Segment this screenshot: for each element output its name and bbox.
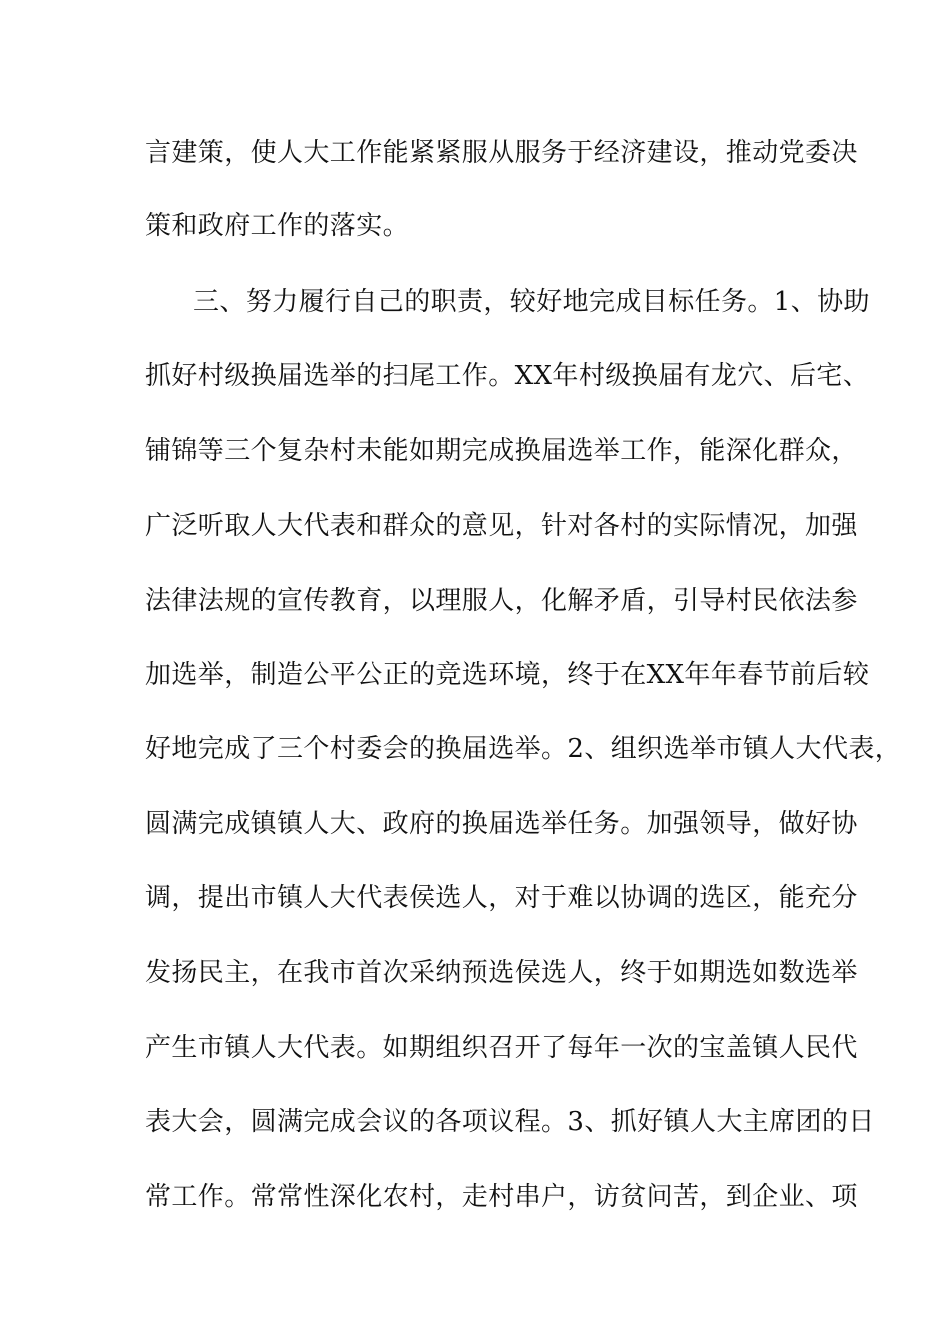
text-line: 产生市镇人大代表。如期组织召开了每年一次的宝盖镇人民代: [145, 1033, 858, 1063]
text-line: 调，提出市镇人大代表侯选人，对于难以协调的选区，能充分: [145, 883, 858, 913]
text-line: 表大会，圆满完成会议的各项议程。3、抓好镇人大主席团的日: [145, 1107, 875, 1137]
text-line: 抓好村级换届选举的扫尾工作。XX年村级换届有龙穴、后宅、: [145, 361, 870, 391]
text-line: 广泛听取人大代表和群众的意见，针对各村的实际情况，加强: [145, 511, 858, 541]
text-line: 言建策，使人大工作能紧紧服从服务于经济建设，推动党委决: [145, 138, 858, 168]
paragraph-start-line: 三、努力履行自己的职责，较好地完成目标任务。1、协助: [193, 287, 870, 317]
text-line: 圆满完成镇镇人大、政府的换届选举任务。加强领导，做好协: [145, 809, 858, 839]
text-line: 发扬民主，在我市首次采纳预选侯选人，终于如期选如数选举: [145, 958, 858, 988]
text-line: 策和政府工作的落实。: [145, 211, 410, 241]
text-line: 法律法规的宣传教育，以理服人，化解矛盾，引导村民依法参: [145, 586, 858, 616]
text-line: 加选举，制造公平公正的竞选环境，终于在XX年年春节前后较: [145, 660, 870, 690]
text-line: 铺锦等三个复杂村未能如期完成换届选举工作，能深化群众，: [145, 436, 858, 466]
text-line: 常工作。常常性深化农村，走村串户，访贫问苦，到企业、项: [145, 1182, 858, 1212]
text-line: 好地完成了三个村委会的换届选举。2、组织选举市镇人大代表，: [145, 734, 902, 764]
